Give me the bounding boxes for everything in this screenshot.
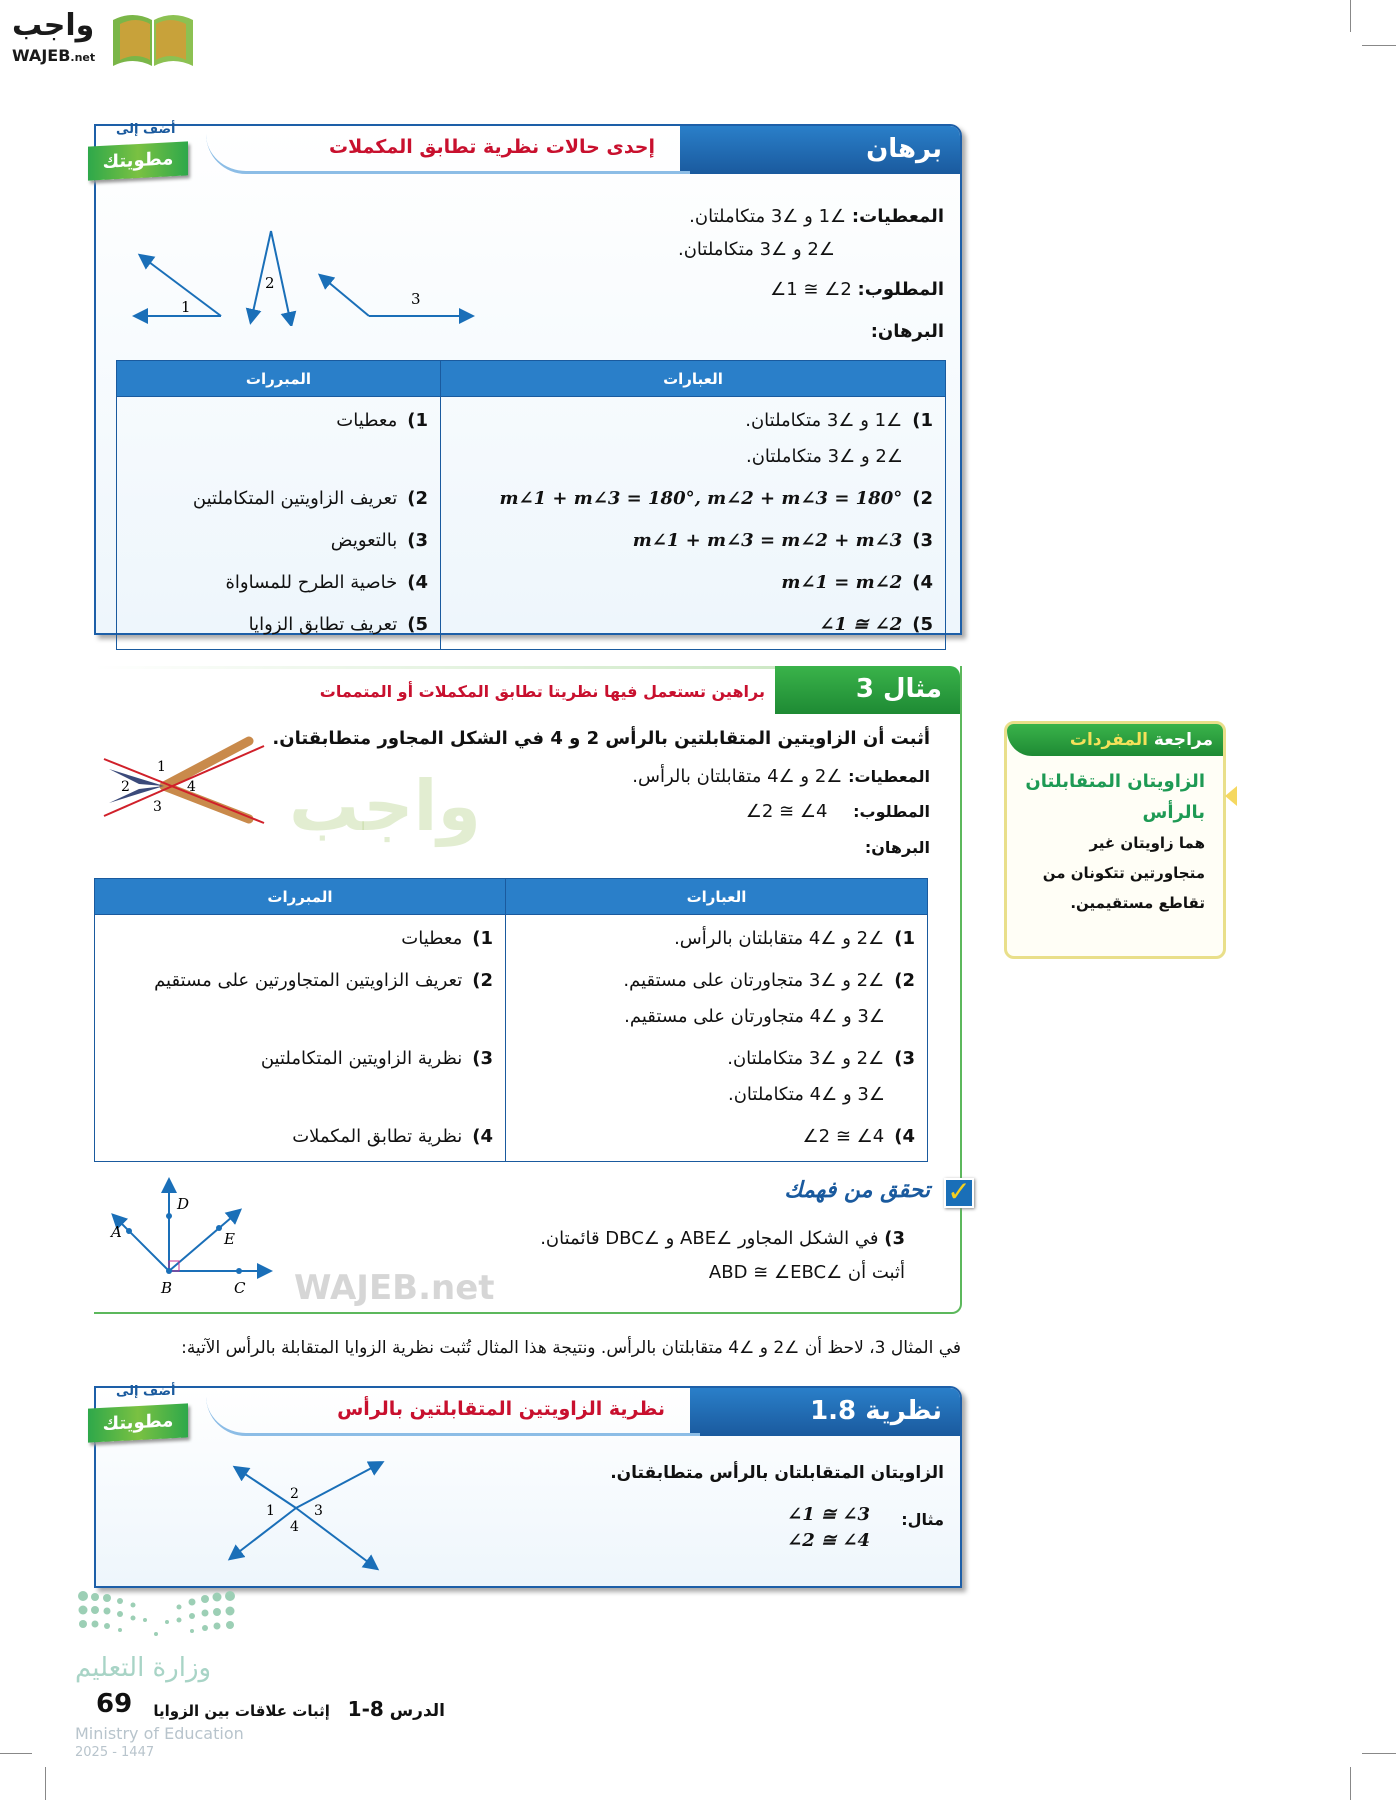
svg-text:1: 1 (157, 759, 166, 775)
checkmark-icon: ✓ (944, 1178, 974, 1208)
crop-mark (45, 1767, 46, 1800)
required-line: المطلوب: ∠1 ≅ ∠2 (770, 279, 944, 300)
crop-mark (1350, 0, 1351, 32)
table-row: 5)∠1 ≅ ∠2 5)تعريف تطابق الزوايا (117, 607, 946, 650)
ministry-logo-dots (75, 1590, 240, 1640)
example-subtitle: براهين تستعمل فيها نظريتا تطابق المكملات أو المتممات (319, 682, 765, 701)
ministry-name-en: Ministry of Education (75, 1724, 244, 1743)
crop-mark (1350, 1767, 1351, 1800)
angle-label: 1 (181, 298, 191, 316)
crop-mark (0, 1753, 32, 1754)
svg-text:4: 4 (290, 1519, 299, 1535)
theorem-box (94, 1386, 962, 1588)
svg-text:2: 2 (121, 779, 130, 795)
check-problem: 3) في الشكل المجاور ∠ABE و ∠DBC قائمتان. (540, 1228, 905, 1249)
book-icon (108, 8, 198, 68)
table-row: 4)m∠1 = m∠2 4)خاصية الطرح للمساواة (117, 565, 946, 607)
foldable-tag: أضف إلى مطويتك (88, 1384, 198, 1454)
svg-text:4: 4 (187, 779, 196, 795)
svg-text:3: 3 (314, 1503, 323, 1519)
watermark: واجب (289, 765, 482, 847)
check-problem-line2: أثبت أن ∠ABD ≅ ∠EBC (708, 1262, 905, 1283)
ministry-year: 2025 - 1447 (75, 1745, 155, 1760)
table-row: 1)∠1 و ∠3 متكاملتان. ∠2 و ∠3 متكاملتان. 1)معطيات (117, 397, 946, 482)
ministry-name-ar: وزارة التعليم (75, 1653, 212, 1683)
table-row: 2)∠2 و ∠3 متجاورتان على مستقيم. ∠3 و ∠4 متجاورتان على مستقيم. 2)تعريف الزاويتين المتجاورتين على مستقيم (95, 963, 928, 1041)
theorem-statement: الزاويتان المتقابلتان بالرأس متطابقتان. (610, 1463, 944, 1483)
angle-label: 3 (411, 290, 421, 308)
pointer-icon (1215, 786, 1237, 806)
example-box (94, 666, 971, 1314)
foldable-tag: أضف إلى مطويتك (88, 122, 198, 192)
proof-table: العبارات المبررات 1)∠1 و ∠3 متكاملتان. ∠2 و ∠3 متكاملتان. 1)معطيات 2)m∠1 + m∠3 = 180°, m∠2 + m∠3 = 180° 2)تعريف الزاويتين المتكاملتين 3)m∠1 + m∠3 = m∠2 + m∠3 3)بالتعويض 4)m∠1 = m∠2 4)خاصية الطرح للمساواة 5)∠1 ≅ ∠2 5)تعريف تطابق الزوايا (116, 360, 946, 650)
proof-header: برهان (680, 126, 960, 174)
check-title: تحقق من فهمك (784, 1178, 930, 1203)
required-line: المطلوب: ∠2 ≅ ∠4 (745, 801, 930, 822)
given-line-2: ∠2 و ∠3 متكاملتان. (677, 239, 835, 260)
shears-figure (99, 731, 269, 831)
crop-mark (1362, 1753, 1396, 1754)
svg-text:B: B (161, 1279, 173, 1297)
proof-subtitle: إحدى حالات نظرية تطابق المكملات (329, 136, 655, 158)
svg-text:1: 1 (266, 1503, 275, 1519)
example-label: مثال: (901, 1510, 944, 1529)
watermark-latin: WAJEB.net (294, 1268, 495, 1308)
angle-label: 2 (265, 274, 275, 292)
svg-text:D: D (177, 1195, 190, 1213)
svg-text:A: A (111, 1223, 122, 1241)
proof-label: البرهان: (870, 321, 944, 342)
vocabulary-review (1004, 721, 1226, 959)
intro-sentence: في المثال 3، لاحظ أن ∠2 و ∠4 متقابلتان بالرأس. ونتيجة هذا المثال تُثبت نظرية الزوايا المتقابلة بالرأس الآتية: (181, 1338, 961, 1358)
vocabulary-title: مراجعة المفردات (1007, 724, 1223, 756)
proof-box (94, 124, 962, 635)
proof-label: البرهان: (864, 838, 930, 857)
svg-text:C: C (234, 1279, 246, 1297)
logo-latin: WAJEB.net (12, 46, 96, 65)
svg-text:E: E (224, 1230, 235, 1248)
given-line: المعطيات: ∠1 و ∠3 متكاملتان. (689, 206, 944, 227)
page-number: 69 (96, 1689, 133, 1719)
vocabulary-definition: هما زاويتان غير متجاورتين تتكونان من تقاطع مستقيمين. (1042, 834, 1205, 912)
example-header: مثال 3 (775, 666, 960, 714)
theorem-header: نظرية 1.8 (690, 1388, 960, 1436)
table-row: 1)∠2 و ∠4 متقابلتان بالرأس. 1)معطيات (95, 915, 928, 964)
angles-figure (121, 216, 521, 326)
example-proof-table: العبارات المبررات 1)∠2 و ∠4 متقابلتان بالرأس. 1)معطيات 2)∠2 و ∠3 متجاورتان على مستقيم. ∠3 و ∠4 متجاورتان على مستقيم. 2)تعريف الزاويتين المتجاورتين على مستقيم 3)∠2 و ∠3 متكاملتان. ∠3 و ∠4 متكاملتان. 3)نظرية الزاويتين المتكاملتين 4)∠2 ≅ ∠4 4)نظرية تطابق المكملات (94, 878, 928, 1162)
angles-abe-figure (99, 1171, 279, 1301)
svg-text:3: 3 (153, 799, 162, 815)
table-row: 2)m∠1 + m∠3 = 180°, m∠2 + m∠3 = 180° 2)تعريف الزاويتين المتكاملتين (117, 481, 946, 523)
vertical-angles-figure (226, 1458, 386, 1578)
table-row: 3)m∠1 + m∠3 = m∠2 + m∠3 3)بالتعويض (117, 523, 946, 565)
vocabulary-term: الزاويتان المتقابلتان بالرأس (1025, 771, 1205, 823)
header-rule (94, 666, 780, 669)
lesson-footer: الدرس 1-8 إثبات علاقات بين الزوايا (153, 1697, 445, 1721)
table-row: 3)∠2 و ∠3 متكاملتان. ∠3 و ∠4 متكاملتان. 3)نظرية الزاويتين المتكاملتين (95, 1041, 928, 1119)
theorem-subtitle: نظرية الزاويتين المتقابلتين بالرأس (337, 1398, 665, 1420)
wajeb-logo[interactable]: واجب WAJEB.net (8, 8, 198, 68)
crop-mark (1362, 45, 1396, 46)
theorem-example-2: ∠2 ≅ ∠4 (787, 1530, 870, 1551)
table-row: 4)∠2 ≅ ∠4 4)نظرية تطابق المكملات (95, 1119, 928, 1162)
given-line: المعطيات: ∠2 و ∠4 متقابلتان بالرأس. (632, 766, 930, 787)
theorem-example-1: ∠1 ≅ ∠3 (787, 1504, 870, 1525)
example-prompt: أثبت أن الزاويتين المتقابلتين بالرأس 2 و 4 في الشكل المجاور متطابقتان. (272, 728, 930, 749)
svg-text:2: 2 (290, 1486, 299, 1502)
